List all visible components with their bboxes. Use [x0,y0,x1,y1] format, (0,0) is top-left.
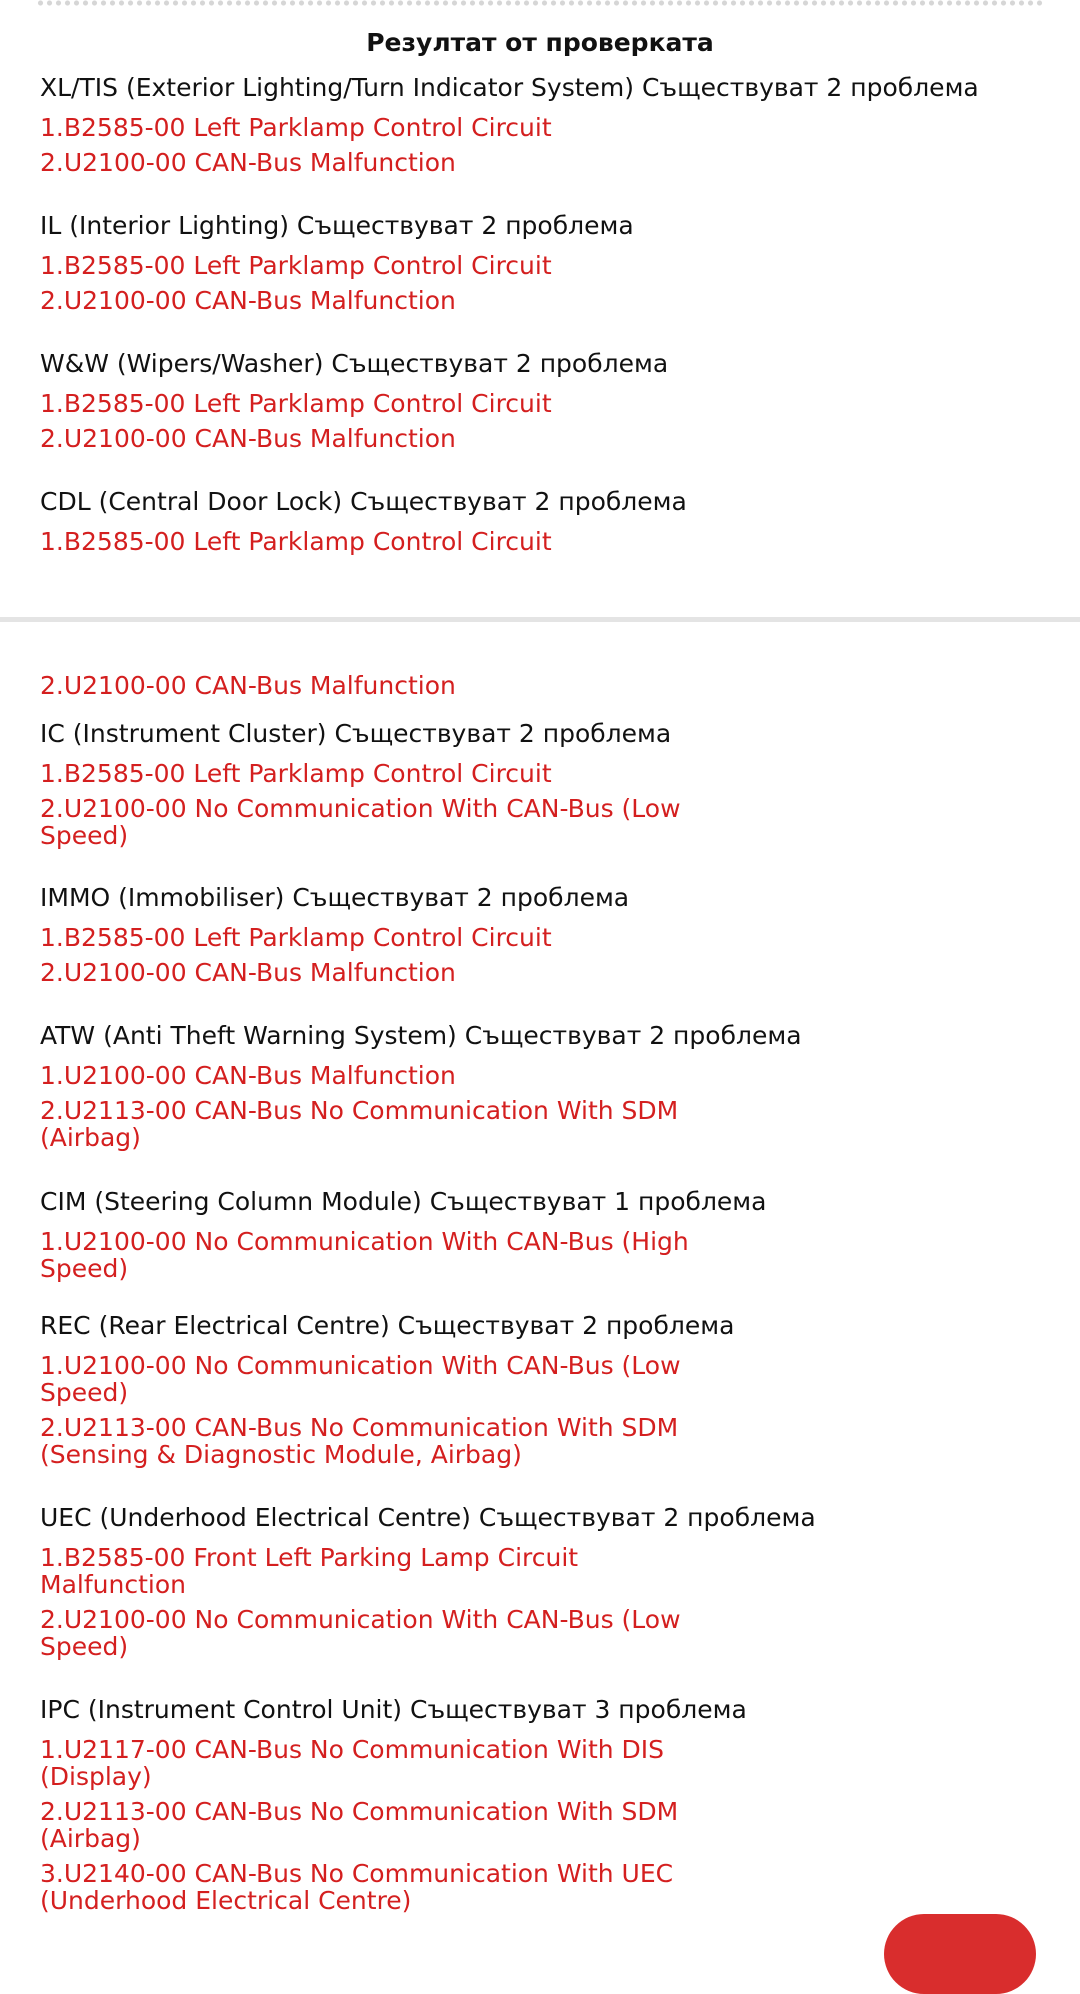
section-w-w [40,344,1040,460]
section-il [40,206,1040,322]
problem-item: 2.U2100-00 CAN-Bus Malfunction [40,958,456,987]
problem-item: 3.U2140-00 CAN-Bus No Communication With UEC (Underhood Electrical Centre) [40,1859,674,1915]
section-header: IMMO (Immobiliser) Съществуват 2 проблема [40,883,630,912]
problem-item: 2.U2113-00 CAN-Bus No Communication With SDM (Airbag) [40,1096,679,1152]
section-header: CDL (Central Door Lock) Съществуват 2 проблема [40,487,687,516]
section-ipc [40,1690,1040,1922]
page-title: Резултат от проверката [366,28,714,57]
page-break-separator [0,617,1080,622]
problem-item: 1.U2100-00 No Communication With CAN-Bus (Low Speed) [40,1351,681,1407]
problem-item: 1.B2585-00 Front Left Parking Lamp Circuit Malfunction [40,1543,579,1599]
section-header: IC (Instrument Cluster) Съществуват 2 проблема [40,719,672,748]
problem-item: 2.U2113-00 CAN-Bus No Communication With SDM (Sensing & Diagnostic Module, Airbag) [40,1413,679,1469]
problem-item: 1.B2585-00 Left Parklamp Control Circuit [40,923,552,952]
problem-item: 1.B2585-00 Left Parklamp Control Circuit [40,113,552,142]
top-dotted-border [36,0,1044,6]
section-header: IPC (Instrument Control Unit) Съществуват 3 проблема [40,1695,747,1724]
section-header: UEC (Underhood Electrical Centre) Съществуват 2 проблема [40,1503,816,1532]
section-uec [40,1498,1040,1668]
problem-item: 2.U2100-00 CAN-Bus Malfunction [40,286,456,315]
section-cim [40,1182,1040,1290]
problem-item: 2.U2100-00 CAN-Bus Malfunction [40,671,456,700]
problem-item: 1.B2585-00 Left Parklamp Control Circuit [40,389,552,418]
problem-item: 1.B2585-00 Left Parklamp Control Circuit [40,759,552,788]
section-atw [40,1016,1040,1159]
problem-item: 2.U2100-00 No Communication With CAN-Bus (Low Speed) [40,794,681,850]
problem-item: 2.U2100-00 CAN-Bus Malfunction [40,424,456,453]
section-header: CIM (Steering Column Module) Съществуват 1 проблема [40,1187,767,1216]
problem-item: 1.U2117-00 CAN-Bus No Communication With DIS (Display) [40,1735,665,1791]
section-ic [40,714,1040,857]
section-header: IL (Interior Lighting) Съществуват 2 проблема [40,211,634,240]
problem-item: 1.U2100-00 CAN-Bus Malfunction [40,1061,456,1090]
section-cdl [40,482,1040,563]
section-header: XL/TIS (Exterior Lighting/Turn Indicator System) Съществуват 2 проблема [40,73,979,102]
problem-item: 2.U2100-00 CAN-Bus Malfunction [40,148,456,177]
problem-item: 2.U2100-00 No Communication With CAN-Bus (Low Speed) [40,1605,681,1661]
section-xl-tis [40,68,1040,184]
floating-action-button[interactable] [884,1914,1036,1994]
problem-item: 1.U2100-00 No Communication With CAN-Bus (High Speed) [40,1227,689,1283]
problem-item: 2.U2113-00 CAN-Bus No Communication With SDM (Airbag) [40,1797,679,1853]
section-header: ATW (Anti Theft Warning System) Съществуват 2 проблема [40,1021,802,1050]
section-immo [40,878,1040,994]
problem-item: 1.B2585-00 Left Parklamp Control Circuit [40,527,552,556]
section-cdl-continued [40,666,1040,707]
section-header: REC (Rear Electrical Centre) Съществуват 2 проблема [40,1311,735,1340]
section-header: W&W (Wipers/Washer) Съществуват 2 проблема [40,349,669,378]
section-rec [40,1306,1040,1476]
problem-item: 1.B2585-00 Left Parklamp Control Circuit [40,251,552,280]
